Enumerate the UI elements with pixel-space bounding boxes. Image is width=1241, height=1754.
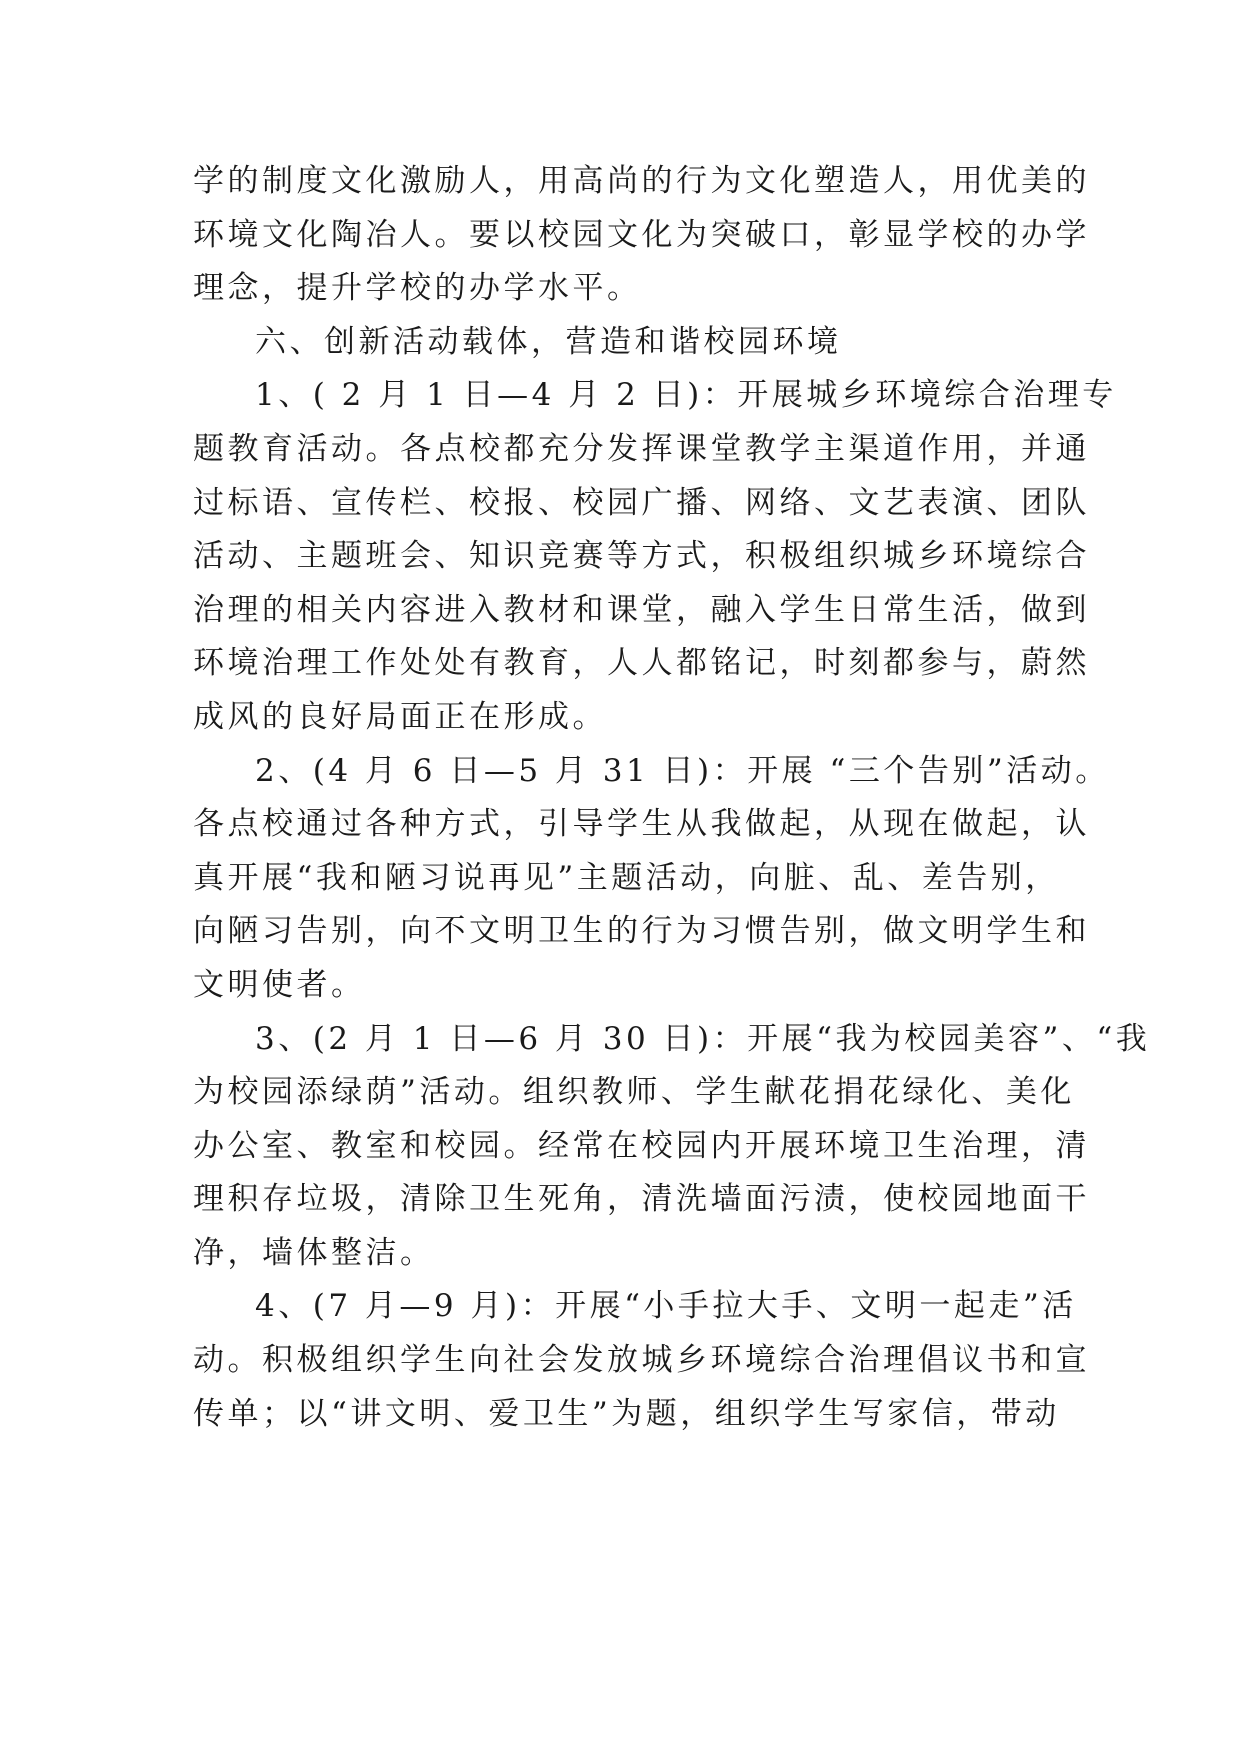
text-line: 2、(4 月 6 日—5 月 31 日)：开展 “三个告别”活动。	[255, 752, 1110, 789]
text-line: 动。积极组织学生向社会发放城乡环境综合治理倡议书和宣	[193, 1342, 1090, 1379]
text-line: 理积存垃圾，清除卫生死角，清洗墙面污渍，使校园地面干	[193, 1181, 1090, 1218]
text-line: 1、( 2 月 1 日—4 月 2 日)：开展城乡环境综合治理专	[255, 377, 1117, 414]
text-line: 3、(2 月 1 日—6 月 30 日)：开展“我为校园美容”、“我	[255, 1020, 1151, 1057]
text-line: 环境治理工作处处有教育，人人都铭记，时刻都参与，蔚然	[193, 645, 1090, 682]
paragraph-item-1	[193, 369, 1117, 744]
text-line: 题教育活动。各点校都充分发挥课堂教学主渠道作用，并通	[193, 430, 1090, 467]
text-line: 真开展“我和陋习说再见”主题活动，向脏、乱、差告别，	[193, 859, 1060, 896]
text-line: 学的制度文化激励人，用高尚的行为文化塑造人，用优美的	[193, 163, 1090, 199]
text-line: 环境文化陶冶人。要以校园文化为突破口，彰显学校的办学	[193, 216, 1090, 253]
paragraph-item-3	[193, 1013, 1151, 1281]
text-line: 六、创新活动载体，营造和谐校园环境	[255, 323, 842, 360]
paragraph-item-4	[193, 1280, 1090, 1441]
document-body	[193, 155, 1151, 1441]
text-line: 治理的相关内容进入教材和课堂，融入学生日常生活，做到	[193, 591, 1090, 628]
text-line: 净，墙体整洁。	[193, 1234, 435, 1271]
text-line: 成风的良好局面正在形成。	[193, 698, 607, 735]
text-line: 理念，提升学校的办学水平。	[193, 270, 642, 307]
paragraph-intro-continuation	[193, 155, 1090, 316]
text-line: 向陋习告别，向不文明卫生的行为习惯告别，做文明学生和	[193, 913, 1090, 950]
text-line: 文明使者。	[193, 966, 366, 1003]
text-line: 传单；以“讲文明、爱卫生”为题，组织学生写家信，带动	[193, 1395, 1060, 1432]
text-line: 各点校通过各种方式，引导学生从我做起，从现在做起，认	[193, 806, 1090, 843]
text-line: 为校园添绿荫”活动。组织教师、学生献花捐花绿化、美化	[193, 1074, 1075, 1111]
text-line: 活动、主题班会、知识竞赛等方式，积极组织城乡环境综合	[193, 538, 1090, 575]
section-heading-six	[193, 316, 1053, 370]
text-line: 4、(7 月—9 月)：开展“小手拉大手、文明一起走”活	[255, 1288, 1077, 1325]
paragraph-item-2	[193, 745, 1110, 1013]
text-line: 办公室、教室和校园。经常在校园内开展环境卫生治理，清	[193, 1127, 1090, 1164]
text-line: 过标语、宣传栏、校报、校园广播、网络、文艺表演、团队	[193, 484, 1090, 521]
